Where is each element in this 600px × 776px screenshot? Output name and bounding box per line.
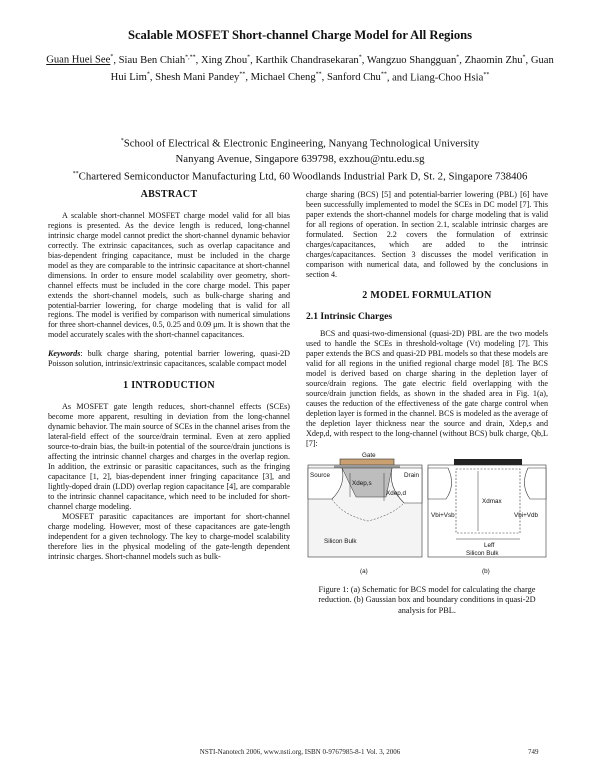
- author-name: Zhaomin Zhu: [464, 54, 523, 66]
- gate-bar-b: [454, 459, 522, 465]
- author-name: Guan Huei See: [46, 54, 111, 66]
- gate-electrode: [340, 459, 394, 465]
- vbi-vsb-label: Vbi+Vsb: [431, 511, 455, 519]
- xdmax-label: Xdmax: [482, 497, 502, 505]
- author-name: Karthik Chandrasekaran: [255, 54, 359, 66]
- author-mark: **: [239, 71, 246, 78]
- author-mark: *: [110, 54, 114, 60]
- part-a-label: (a): [360, 567, 368, 575]
- keywords-text: : bulk charge sharing, potential barrier lowering, quasi-2D Poisson solution, intrinsic/extrinsic capacitances, scalable compact model: [48, 349, 290, 369]
- part-b-label: (b): [482, 567, 490, 575]
- left-column: [48, 190, 290, 561]
- author-mark: *: [146, 71, 150, 78]
- vbi-vdb-label: Vbi+Vdb: [514, 511, 538, 519]
- author-name: Wangzuo Shangguan: [366, 54, 457, 66]
- author-name: Michael Cheng: [250, 72, 316, 84]
- author-name: Siau Ben Chiah: [118, 54, 186, 66]
- abstract-text: A scalable short-channel MOSFET charge model valid for all bias regions is presented. As the device length is reduced, long-channel intrinsic charge model cannot predict the short-channel dynamic behavior correctly. The extrinsic capacitances, such as overlap capacitance and bias-dependent fringing capacitance, must be included in the charge model as they are comparable to the intrinsic capacitance at short-channel dimensions. In order to ensure model scalability over geometry, short-channel effects must be included in the core charge model. This paper extends the short-channel models, such as bulk-charge sharing and potential-barrier lowering, for charge modeling that is valid for all regions. The model is verified by comparison with numerical simulations for three short-channel devices, 0.5, 0.25 and 0.09 μm. It is shown that the model accurately scales with the short-channel capacitances.: [48, 210, 290, 340]
- author-list: [40, 50, 560, 85]
- author-mark: *: [358, 54, 362, 60]
- author-name: Liang-Choo Hsia: [410, 72, 484, 84]
- affil-line: School of Electrical & Electronic Engineering, Nanyang Technological University: [123, 137, 480, 150]
- paper-title: Scalable MOSFET Short-channel Charge Model for All Regions: [127, 28, 473, 42]
- author-mark: *: [456, 54, 460, 60]
- author-mark: **: [380, 71, 387, 78]
- gate-oxide: [334, 465, 400, 468]
- affil-line: Nanyang Avenue, Singapore 639798, exzhou@ntu.edu.sg: [175, 152, 425, 165]
- author-mark: *: [247, 54, 251, 60]
- author-mark: **: [315, 71, 322, 78]
- keywords: [48, 349, 290, 369]
- author-name: Sanford Chu: [326, 72, 381, 84]
- drain-label: Drain: [404, 471, 420, 479]
- right-column: [306, 190, 548, 616]
- figure-caption: Figure 1: (a) Schematic for BCS model for calculating the charge reduction. (b) Gaussian box and boundary conditions in quasi-2D analysis for PBL.: [318, 584, 536, 615]
- figure-1: [306, 451, 548, 583]
- gate-label: Gate: [362, 451, 376, 459]
- intro-paragraph: MOSFET parasitic capacitances are important for short-channel charge modeling. However, most of these capacitances are gate-length independent for a given technology. The key to charge-model scalability therefore lies in the physical modeling of the gate-length dependent intrinsic charges. Short-channel models such as bulk-: [48, 511, 290, 561]
- author-mark: **: [483, 71, 490, 78]
- xdep-s-label: Xdep,s: [352, 479, 372, 487]
- subsection-heading: 2.1 Intrinsic Charges: [306, 310, 393, 322]
- affil-line: Chartered Semiconductor Manufacturing Ltd, 60 Woodlands Industrial Park D, St. 2, Singapore 738406: [78, 170, 528, 183]
- body-paragraph: charge sharing (BCS) [5] and potential-barrier lowering (PBL) [6] have been successfully implemented to model the SCEs in DC model [7]. This paper extends the short-channel models for charge modeling that is valid for all regions of operation. In section 2.1, scalable intrinsic charges are formulated. Section 2.2 covers the formulation of extrinsic charges/capacitances, which are added to the intrinsic charges/capacitances. Section 3 discusses the model verification in comparison with numerical data, and followed by the conclusions in section 4.: [306, 190, 548, 279]
- author-mark: *: [522, 54, 526, 60]
- intro-paragraph: As MOSFET gate length reduces, short-channel effects (SCEs) become more apparent, resulting in deviation from the long-channel dynamic behavior. The main source of SCEs in the channel arises from the lateral-field effect of the source/drain terminal. Even at zero applied source-to-drain bias, the built-in potential of the source/drain junctions is affecting the intrinsic channel charges and charges in the overlap region. In addition, the extrinsic or parasitic capacitances, such as the fringing capacitance [1, 2], bias-dependent inner fringing capacitance [3], and lightly-doped drain (LDD) overlap region capacitance [4], are comparable to the intrinsic channel capacitance, which need to be included for short-channel charge modeling.: [48, 402, 290, 511]
- drain-region-b: [524, 468, 546, 499]
- figure-1-diagram: [306, 451, 548, 583]
- section-heading: 2 MODEL FORMULATION: [362, 289, 492, 301]
- keywords-label: Keywords: [48, 349, 81, 359]
- bulk-label-a: Silicon Bulk: [324, 537, 357, 545]
- author-rest: , Siau Ben Chiah*,**, Xing Zhou*, Karthik Chandrasekaran*, Wangzuo Shangguan*, Zhaomin Zhu*, Guan Hui Lim*, Shesh Mani Pandey**, Michael Cheng**, Sanford Chu**: [110, 54, 554, 84]
- author-mark: *,**: [185, 54, 196, 60]
- source-label: Source: [310, 471, 330, 479]
- abstract-heading: ABSTRACT: [140, 189, 198, 200]
- affil-mark: *: [120, 138, 124, 144]
- affiliations: [20, 134, 580, 184]
- leff-label: Leff: [484, 541, 495, 549]
- footer-text: NSTI-Nanotech 2006, www.nsti.org, ISBN 0-9767985-8-1 Vol. 3, 2006: [199, 748, 401, 756]
- intro-heading: 1 INTRODUCTION: [123, 380, 215, 392]
- source-region-b: [428, 468, 452, 499]
- page-number: 749: [528, 748, 539, 756]
- xdep-d-label: Xdep,d: [386, 489, 406, 497]
- author-name: Xing Zhou: [200, 54, 248, 66]
- bulk-label-b: Silicon Bulk: [466, 549, 499, 557]
- author-name: Shesh Mani Pandey: [155, 72, 240, 84]
- affil-mark: **: [72, 170, 79, 177]
- author-last-prefix: , and: [386, 72, 411, 84]
- body-paragraph: BCS and quasi-two-dimensional (quasi-2D) PBL are the two models used to handle the SCEs in threshold-voltage (Vt) modeling [7]. This paper extends the BCS and quasi-2D PBL models so that these models are valid for all regions in the unified regional charge model [8]. The BCS model is derived based on charge sharing in the depletion layer of source/drain regions. The gate electric field overlapping with the source/drain junction fields, as shown in the shaded area in Fig. 1(a), causes the reduction of the effectiveness of the gate charge control when depletion layer is formed in the channel. BCS is modeled as the average of the depletion layer thickness near the source and drain, Xdep,s and Xdep,d, with respect to the long-channel (without BCS) bulk charge, Qb,L [7]:: [306, 329, 548, 448]
- author-name: Guan Hui Lim: [110, 54, 554, 84]
